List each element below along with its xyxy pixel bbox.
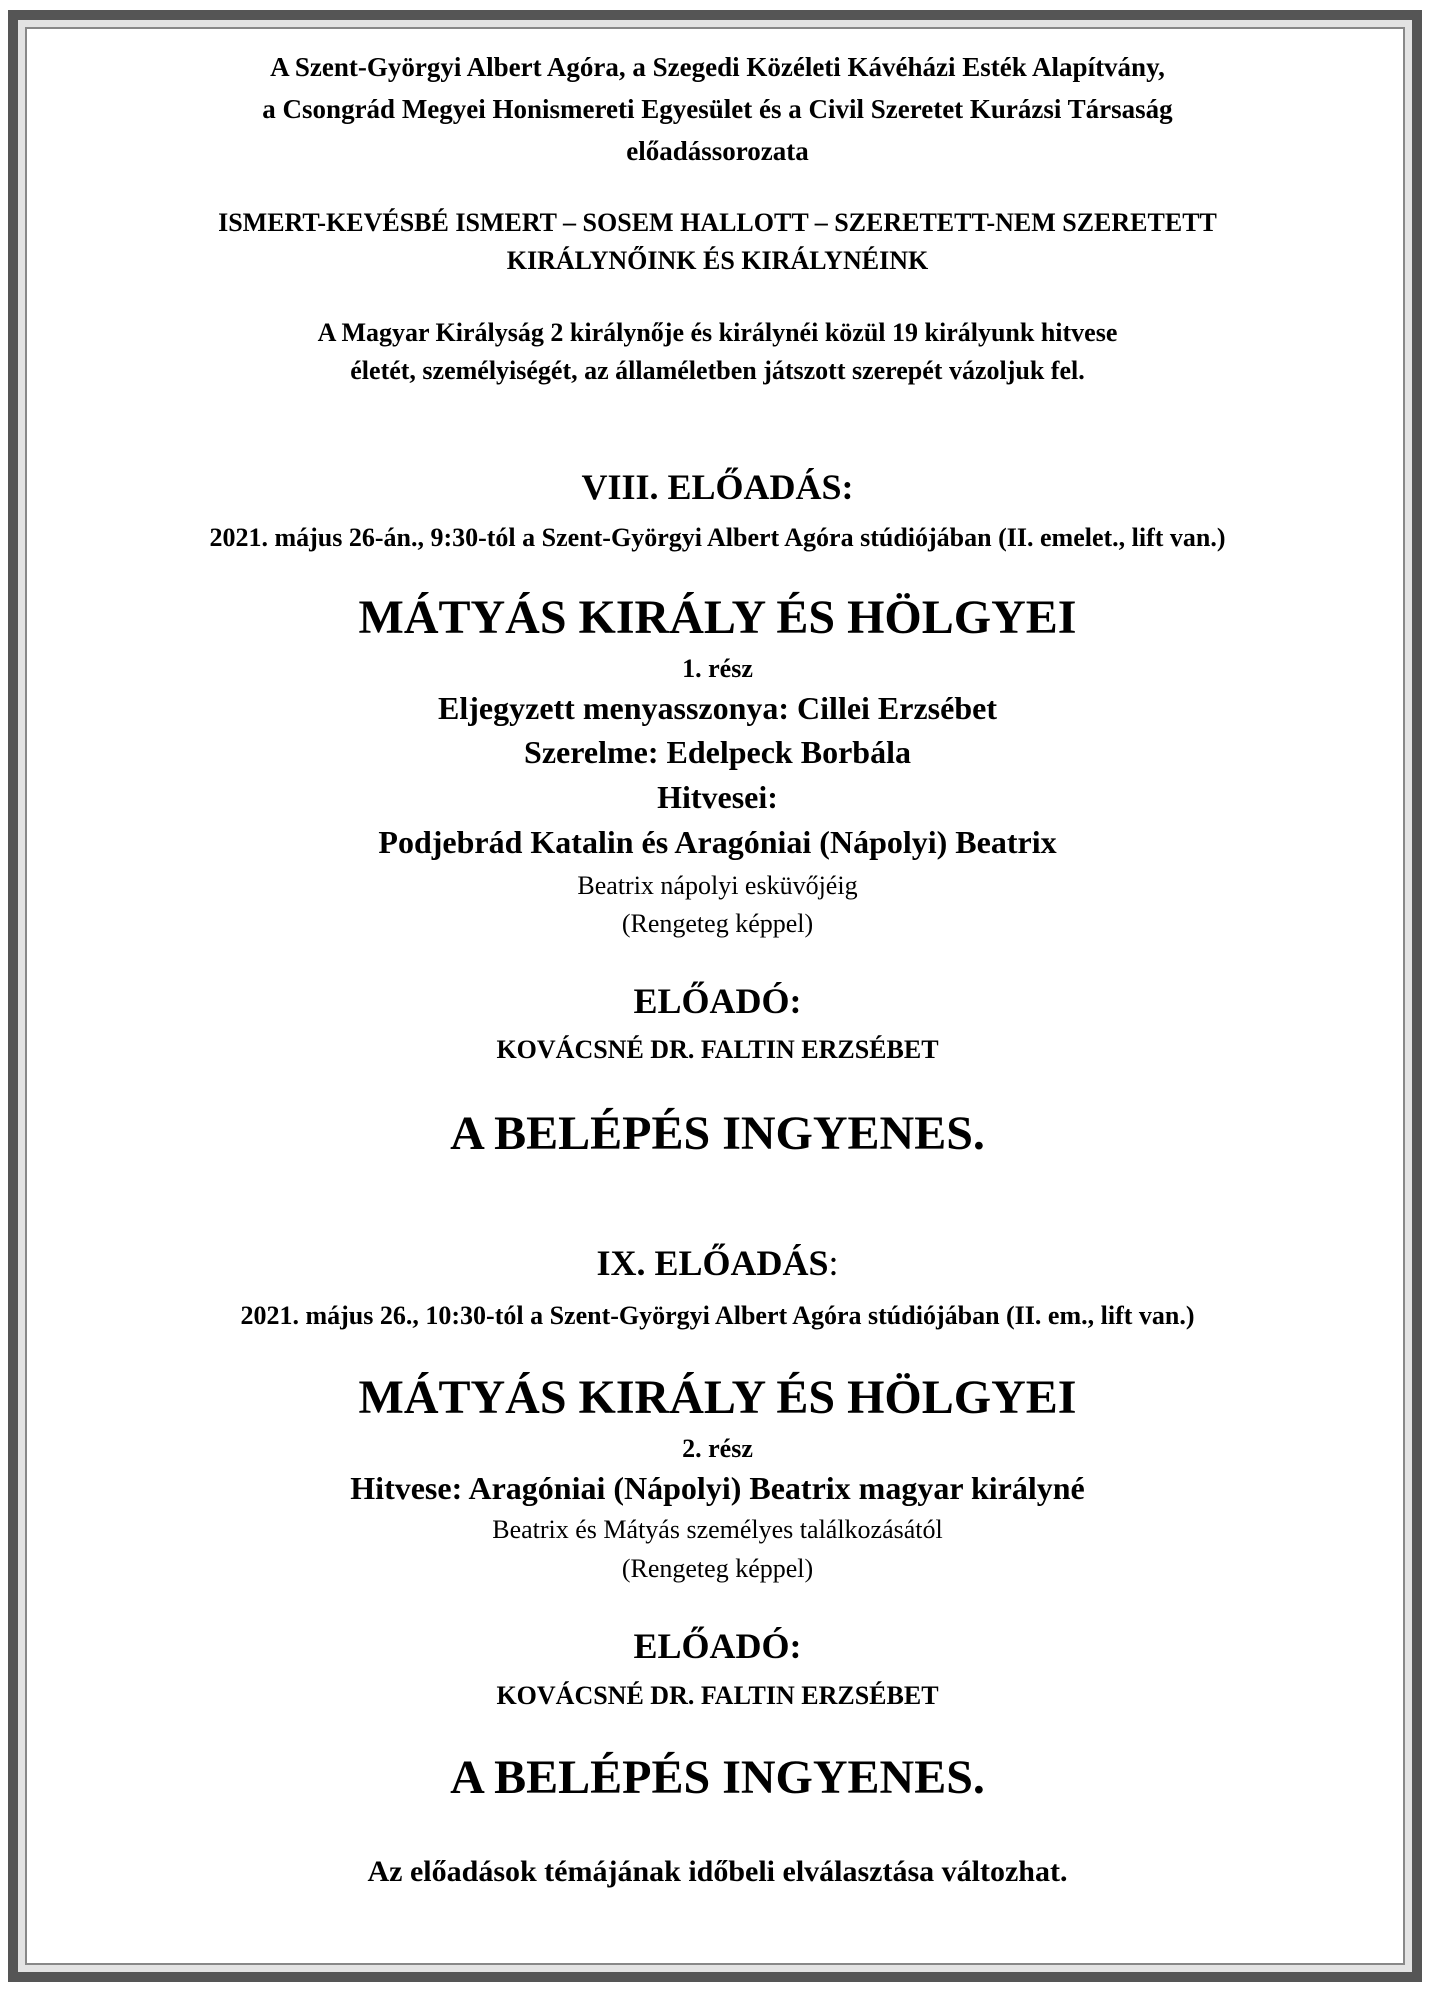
- lecture-viii-note-2: (Rengeteg képpel): [621, 909, 814, 938]
- lecture-ix-title: MÁTYÁS KIRÁLY ÉS HÖLGYEI: [358, 1371, 1077, 1424]
- lecture-viii-admission: A BELÉPÉS INGYENES.: [450, 1107, 985, 1160]
- lecture-ix-line-1: Hitvese: Aragóniai (Nápolyi) Beatrix magyar királyné: [350, 1470, 1085, 1506]
- lecture-viii-line-3: Hitvesei:: [657, 779, 778, 815]
- lecture-viii-part: 1. rész: [682, 654, 753, 683]
- lecture-viii-title: MÁTYÁS KIRÁLY ÉS HÖLGYEI: [358, 591, 1077, 644]
- lecture-ix-presenter-label: ELŐADÓ:: [633, 1626, 802, 1666]
- organizers-line-3: előadássorozata: [626, 136, 809, 166]
- lecture-ix-note-1: Beatrix és Mátyás személyes találkozásától: [492, 1515, 943, 1544]
- lecture-ix-heading-row: [0, 1242, 1435, 1284]
- lecture-ix-heading: IX. ELŐADÁS: [596, 1243, 829, 1283]
- lecture-ix-note-2: (Rengeteg képpel): [621, 1554, 814, 1583]
- lecture-viii-datetime: 2021. május 26-án., 9:30-tól a Szent-Györgyi Albert Agóra stúdiójában (II. emelet., lift van.): [209, 523, 1226, 552]
- lecture-viii-note-1: Beatrix nápolyi esküvőjéig: [577, 871, 858, 900]
- lecture-viii-heading: VIII. ELŐADÁS:: [581, 467, 854, 507]
- footer-note: Az előadások témájának időbeli elválasztása változhat.: [367, 1855, 1068, 1888]
- series-title-line-2: KIRÁLYNŐINK ÉS KIRÁLYNÉINK: [506, 246, 929, 275]
- series-title-line-1: ISMERT-KEVÉSBÉ ISMERT – SOSEM HALLOTT – SZERETETT-NEM SZERETETT: [218, 208, 1217, 237]
- organizers-line-2: a Csongrád Megyei Honismereti Egyesület és a Civil Szeretet Kurázsi Társaság: [262, 94, 1173, 124]
- lecture-ix-datetime: 2021. május 26., 10:30-tól a Szent-Györgyi Albert Agóra stúdiójában (II. em., lift van.): [240, 1301, 1195, 1330]
- lecture-ix-presenter-name: KOVÁCSNÉ DR. FALTIN ERZSÉBET: [496, 1681, 939, 1710]
- lecture-ix-part: 2. rész: [682, 1434, 753, 1463]
- lecture-ix-heading-colon: :: [828, 1243, 839, 1283]
- lecture-viii-line-2: Szerelme: Edelpeck Borbála: [524, 734, 911, 770]
- lecture-viii-line-1: Eljegyzett menyasszonya: Cillei Erzsébet: [438, 690, 997, 726]
- lecture-ix-admission: A BELÉPÉS INGYENES.: [450, 1751, 985, 1804]
- lecture-viii-presenter-name: KOVÁCSNÉ DR. FALTIN ERZSÉBET: [496, 1035, 939, 1064]
- organizers-line-1: A Szent-Györgyi Albert Agóra, a Szegedi Közéleti Kávéházi Esték Alapítvány,: [270, 52, 1165, 82]
- intro-line-1: A Magyar Királyság 2 királynője és királynéi közül 19 királyunk hitvese: [317, 318, 1118, 347]
- intro-line-2: életét, személyiségét, az államéletben játszott szerepét vázoljuk fel.: [350, 356, 1085, 385]
- lecture-viii-presenter-label: ELŐADÓ:: [633, 981, 802, 1021]
- lecture-viii-line-4: Podjebrád Katalin és Aragóniai (Nápolyi) Beatrix: [378, 824, 1057, 860]
